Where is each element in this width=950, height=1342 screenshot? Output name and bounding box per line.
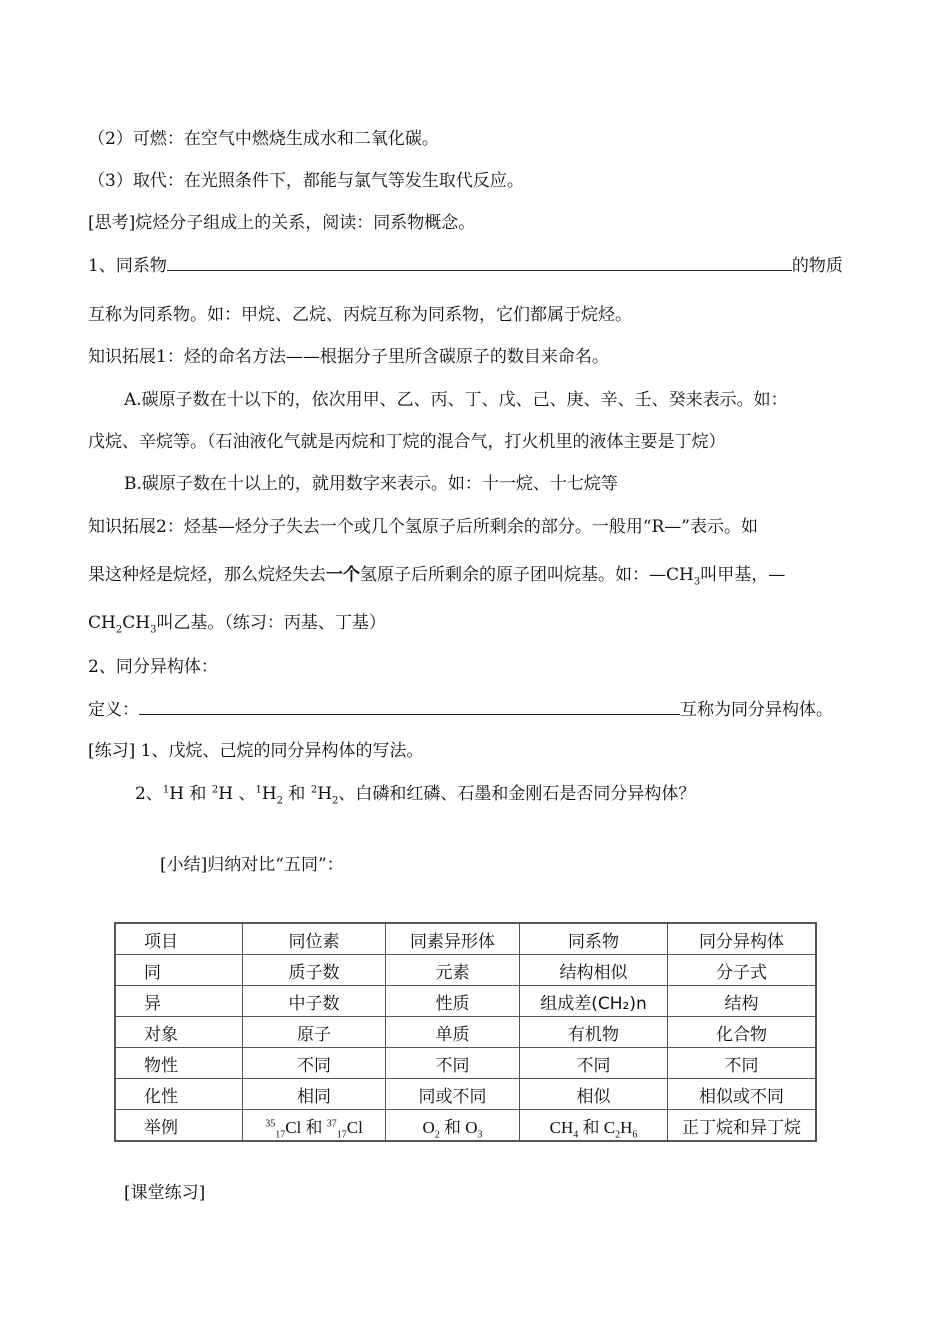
ethyl-ch: CH: [88, 613, 116, 633]
example-allotrope: [386, 1110, 520, 1142]
ex3-sub-f: 6: [632, 1128, 638, 1140]
homolog-label: 1、同系物: [88, 256, 167, 276]
table-cell: 不同: [520, 1048, 668, 1079]
table-row: [115, 955, 816, 986]
homolog-blank[interactable]: [167, 254, 792, 271]
iso-sup-2: 2: [211, 784, 219, 796]
ethyl-text: 叫乙基。（练习：丙基、丁基）: [156, 613, 386, 633]
homolog-suffix: 的物质: [791, 256, 843, 276]
table-cell: 分子式: [668, 955, 817, 986]
table-cell: 单质: [386, 1017, 520, 1048]
table-cell: 不同: [243, 1048, 386, 1079]
table-cell: 相似或不同: [668, 1079, 817, 1110]
example-isotope: [243, 1110, 386, 1142]
table-row: [115, 986, 816, 1017]
table-cell: 同: [115, 955, 243, 986]
table-cell: 对象: [115, 1017, 243, 1048]
table-cell: 相似: [520, 1079, 668, 1110]
isomer-def-label: 定义：: [88, 700, 139, 720]
five-same-comparison-table: [114, 922, 817, 1142]
table-cell: 组成差(CH₂)n: [520, 986, 668, 1017]
table-cell: 相同: [243, 1079, 386, 1110]
ex3-text-a: CH: [549, 1117, 574, 1137]
table-cell: 化性: [115, 1079, 243, 1110]
text-line-extension-2: 知识拓展2：烃基—烃分子失去一个或几个氢原子后所剩余的部分。一般用“R—”表示。如: [88, 517, 758, 537]
iso-sup-1: 1: [162, 784, 170, 796]
table-cell: 结构: [668, 986, 817, 1017]
text-line-alkyl: [88, 564, 785, 586]
ex1-sup-d: 37: [326, 1117, 337, 1129]
table-cell: 质子数: [243, 955, 386, 986]
iso-sub-6: 2: [332, 795, 339, 807]
iso-h2-b: H: [317, 784, 333, 804]
table-header-cell: 同系物: [520, 923, 668, 955]
text-line-rule-a: A.碳原子数在十以下的，依次用甲、乙、丙、丁、戊、己、庚、辛、壬、癸来表示。如：: [124, 390, 788, 410]
text-line-rule-b: B.碳原子数在十以上的，就用数字来表示。如：十一烷、十七烷等: [124, 474, 618, 494]
table-row: [115, 1017, 816, 1048]
ex3-text-c: 和 C: [578, 1117, 616, 1137]
iso-h-1: H 和: [169, 784, 212, 804]
ethyl-sub-2: 3: [150, 624, 157, 636]
alkyl-text-a: 果这种烃是烷烃，那么烷烃失去: [88, 565, 326, 585]
example-homolog: [520, 1110, 668, 1142]
table-header-row: [115, 923, 816, 955]
ex3-text-e: H: [620, 1117, 633, 1137]
text-line-classroom-practice: [课堂练习]: [124, 1183, 206, 1203]
table-header-cell: 同素异形体: [386, 923, 520, 955]
text-line-substitution: （3）取代：在光照条件下，都能与氯气等发生取代反应。: [88, 171, 524, 191]
ex1-sub-b: 17: [275, 1128, 286, 1140]
table-cell: 性质: [386, 986, 520, 1017]
table-cell: 化合物: [668, 1017, 817, 1048]
alkyl-text-c: 叫甲基，—: [700, 565, 786, 585]
alkyl-bold: 一个: [326, 565, 360, 585]
iso-and: 和: [283, 784, 311, 804]
table-row: [115, 1079, 816, 1110]
iso-h-2: H 、: [218, 784, 256, 804]
ex2-text-a: O: [422, 1117, 435, 1137]
text-line-combustion: （2）可燃：在空气中燃烧生成水和二氧化碳。: [88, 129, 439, 149]
ethyl-sub-1: 2: [115, 624, 123, 636]
table-cell: 有机物: [520, 1017, 668, 1048]
iso-h2-a: H: [261, 784, 277, 804]
text-line-extension-1: 知识拓展1：烃的命名方法——根据分子里所含碳原子的数目来命名。: [88, 347, 609, 367]
text-line-think: [思考]烷烃分子组成上的关系，阅读：同系物概念。: [88, 213, 476, 233]
text-line-ethyl: [88, 612, 386, 634]
example-isomer: 正丁烷和异丁烷: [668, 1110, 817, 1142]
table-row-examples: [115, 1110, 816, 1142]
ex1-text-f: Cl: [346, 1117, 363, 1137]
iso-question: 、白磷和红磷、石墨和金刚石是否同分异构体？: [338, 784, 696, 804]
table-cell: 结构相似: [520, 955, 668, 986]
ex3-sub-b: 4: [573, 1128, 579, 1140]
text-line-summary: [小结]归纳对比“五同”：: [160, 855, 344, 875]
alkyl-text-b: 氢原子后所剩余的原子团叫烷基。如：—CH: [360, 565, 694, 585]
table-cell: 异: [115, 986, 243, 1017]
ex2-sub-b: 2: [434, 1128, 440, 1140]
practice-2-num: 2、: [135, 784, 163, 804]
table-header-cell: 同位素: [243, 923, 386, 955]
text-line-practice-2: [135, 783, 695, 805]
alkyl-sub: 3: [693, 576, 701, 588]
ex2-sub-d: 3: [477, 1128, 483, 1140]
table-row: [115, 1048, 816, 1079]
table-cell: 物性: [115, 1048, 243, 1079]
table-cell: 不同: [386, 1048, 520, 1079]
ex1-sup-a: 35: [265, 1117, 276, 1129]
isomer-def-suffix: 互称为同分异构体。: [680, 700, 833, 720]
ethyl-ch-2: CH: [122, 613, 151, 633]
text-line-homolog-example: 互称为同系物。如：甲烷、乙烷、丙烷互称为同系物，它们都属于烷烃。: [88, 305, 632, 325]
table-cell: 同或不同: [386, 1079, 520, 1110]
ex1-sub-e: 17: [336, 1128, 347, 1140]
table-cell: 不同: [668, 1048, 817, 1079]
text-line-isomer-def: [88, 698, 833, 721]
iso-sup-5: 2: [310, 784, 318, 796]
iso-sub-4: 2: [276, 795, 284, 807]
table-header-cell: 项目: [115, 923, 243, 955]
table-cell: 元素: [386, 955, 520, 986]
text-line-practice-1: [练习] 1、戊烷、己烷的同分异构体的写法。: [88, 741, 424, 761]
ex1-text-c: Cl 和: [285, 1117, 327, 1137]
text-line-isomer-heading: 2、同分异构体：: [88, 657, 218, 677]
table-header-cell: 同分异构体: [668, 923, 817, 955]
isomer-blank[interactable]: [139, 698, 680, 715]
table-cell: 举例: [115, 1110, 243, 1142]
iso-sup-3: 1: [255, 784, 262, 796]
ex3-sub-d: 2: [615, 1128, 621, 1140]
ex2-text-c: 和 O: [439, 1117, 478, 1137]
text-line-homolog-def: [88, 254, 843, 277]
table-cell: 原子: [243, 1017, 386, 1048]
text-line-rule-a-cont: 戊烷、辛烷等。（石油液化气就是丙烷和丁烷的混合气，打火机里的液体主要是丁烷）: [88, 432, 726, 452]
table-cell: 中子数: [243, 986, 386, 1017]
